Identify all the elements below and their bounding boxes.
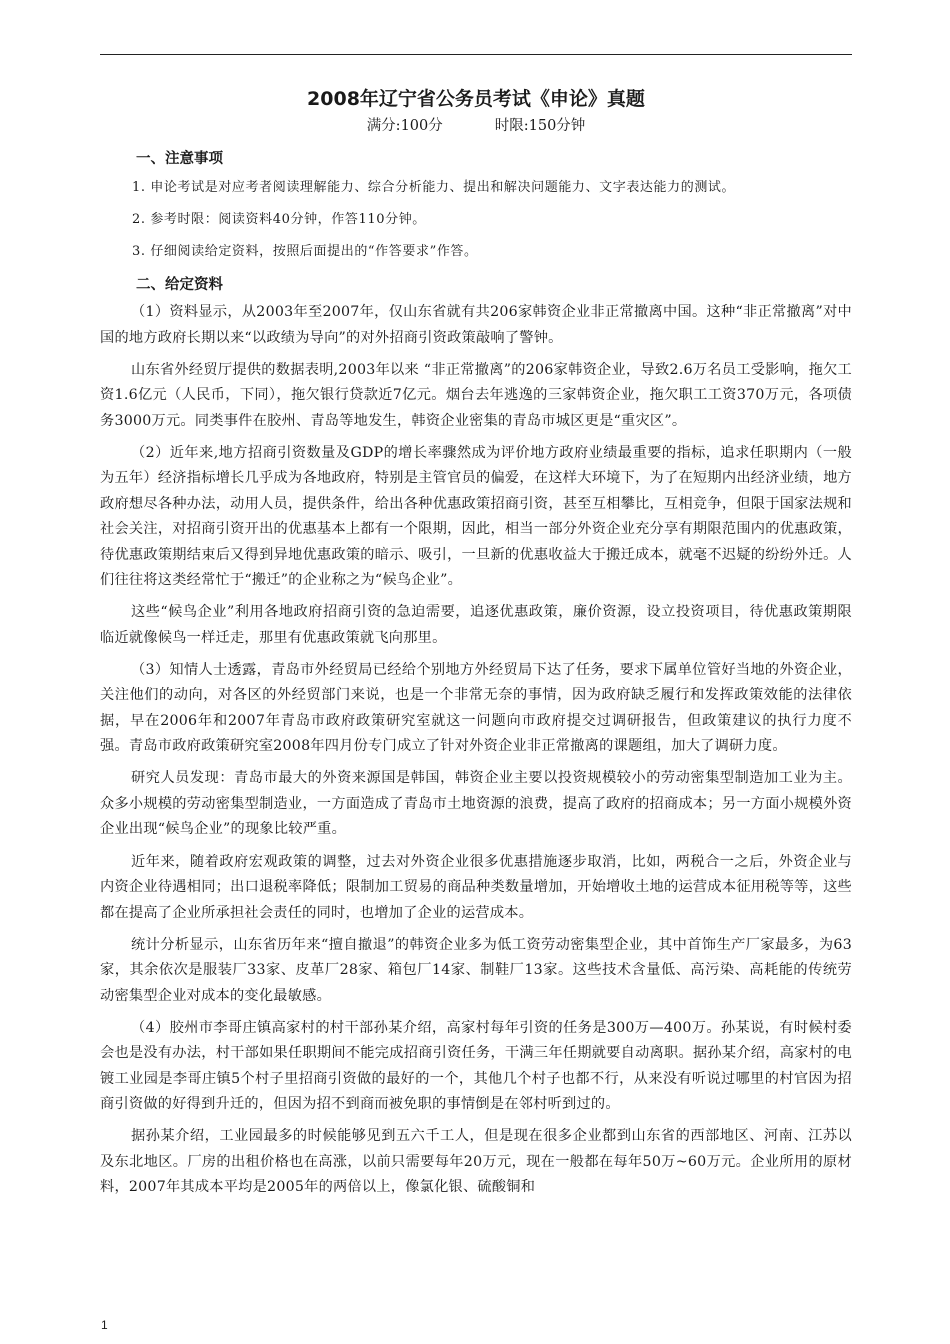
page-number: 1 — [101, 1318, 108, 1332]
material-paragraph: （3）知情人士透露，青岛市外经贸局已经给个别地方外经贸局下达了任务，要求下属单位管好当地的外资企业，关注他们的动向，对各区的外经贸部门来说，也是一个非常无奈的事情，因为政府缺乏履行和发挥政策效能的法律依据，早在2006年和2007年青岛市政府政策研究室就这一问题向市政府提交过调研报告，但政策建议的执行力度不强。青岛市政府政策研究室2008年四月份专门成立了针对外资企业非正常撤离的课题组，加大了调研力度。 — [100, 661, 852, 755]
full-score: 满分:100分 — [366, 118, 443, 134]
document-title: 2008年辽宁省公务员考试《申论》真题 — [307, 88, 645, 110]
note-item: 3. 仔细阅读给定资料，按照后面提出的“作答要求”作答。 — [132, 244, 478, 259]
exam-meta — [100, 114, 852, 138]
material-paragraph: （1）资料显示，从2003年至2007年，仅山东省就有共206家韩资企业非正常撤离中国。这种“非正常撤离”对中国的地方政府长期以来“以政绩为导向”的对外招商引资政策敲响了警钟。 — [100, 304, 852, 346]
section-heading-materials: 二、给定资料 — [136, 277, 223, 293]
material-paragraph: 近年来，随着政府宏观政策的调整，过去对外资企业很多优惠措施逐步取消，比如，两税合一之后，外资企业与内资企业待遇相同；出口退税率降低；限制加工贸易的商品种类数量增加，开始增收土地的运营成本征用税等等，这些都在提高了企业所承担社会责任的同时，也增加了企业的运营成本。 — [100, 853, 852, 921]
note-item: 2. 参考时限：阅读资料40分钟，作答110分钟。 — [132, 212, 426, 227]
note-item: 1. 申论考试是对应考者阅读理解能力、综合分析能力、提出和解决问题能力、文字表达能力的测试。 — [132, 180, 736, 195]
section-heading-notes: 一、注意事项 — [136, 151, 223, 167]
material-paragraph: 据孙某介绍，工业园最多的时候能够见到五六千工人，但是现在很多企业都到山东省的西部地区、河南、江苏以及东北地区。厂房的出租价格也在高涨，以前只需要每年20万元，现在一般都在每年50万~60万元。企业所用的原材料，2007年其成本平均是2005年的两倍以上，像氯化银、硫酸铜和 — [100, 1128, 852, 1196]
material-paragraph: 研究人员发现：青岛市最大的外资来源国是韩国，韩资企业主要以投资规模较小的劳动密集型制造加工业为主。众多小规模的劳动密集型制造业，一方面造成了青岛市土地资源的浪费，提高了政府的招商成本；另一方面小规模外资企业出现“候鸟企业”的现象比较严重。 — [100, 770, 852, 838]
document-page — [100, 84, 852, 1207]
material-paragraph: （4）胶州市李哥庄镇高家村的村干部孙某介绍，高家村每年引资的任务是300万—400万。孙某说，有时候村委会也是没有办法，村干部如果任职期间不能完成招商引资任务，干满三年任期就要自动离职。据孙某介绍，高家村的电镀工业园是李哥庄镇5个村子里招商引资做的最好的一个，其他几个村子也都不行，从来没有听说过哪里的村官因为招商引资做的好得到升迁的，但因为招不到商而被免职的事情倒是在邻村听到过的。 — [100, 1019, 852, 1113]
material-paragraph: 这些“候鸟企业”利用各地政府招商引资的急迫需要，追逐优惠政策，廉价资源，设立投资项目，待优惠政策期限临近就像候鸟一样迁走，那里有优惠政策就飞向那里。 — [100, 604, 852, 646]
material-paragraph: 山东省外经贸厅提供的数据表明,2003年以来 “非正常撤离”的206家韩资企业，导致2.6万名员工受影响，拖欠工资1.6亿元（人民币，下同），拖欠银行贷款近7亿元。烟台去年逃逸的三家韩资企业，拖欠职工工资370万元，各项债务3000万元。同类事件在胶州、青岛等地发生，韩资企业密集的青岛市城区更是“重灾区”。 — [100, 361, 852, 429]
time-limit: 时限:150分钟 — [494, 118, 586, 134]
material-paragraph: （2）近年来,地方招商引资数量及GDP的增长率骤然成为评价地方政府业绩最重要的指标，追求任职期内（一般为五年）经济指标增长几乎成为各地政府，特别是主管官员的偏爱，在这样大环境下，为了在短期内出经济业绩，地方政府想尽各种办法，动用人员，提供条件，给出各种优惠政策招商引资，甚至互相攀比，互相竞争，但限于国家法规和社会关注，对招商引资开出的优惠基本上都有一个限期，因此，相当一部分外资企业充分享有期限范围内的优惠政策，待优惠政策期结束后又得到异地优惠政策的暗示、吸引，一旦新的优惠收益大于搬迁成本，就毫不迟疑的纷纷外迁。人们往往将这类经常忙于“搬迁”的企业称之为“候鸟企业”。 — [100, 444, 852, 589]
header-rule — [100, 54, 852, 55]
material-paragraph: 统计分析显示，山东省历年来“擅自撤退”的韩资企业多为低工资劳动密集型企业，其中首饰生产厂家最多，为63家，其余依次是服装厂33家、皮革厂28家、箱包厂14家、制鞋厂13家。这些技术含量低、高污染、高耗能的传统劳动密集型企业对成本的变化最敏感。 — [100, 936, 852, 1004]
